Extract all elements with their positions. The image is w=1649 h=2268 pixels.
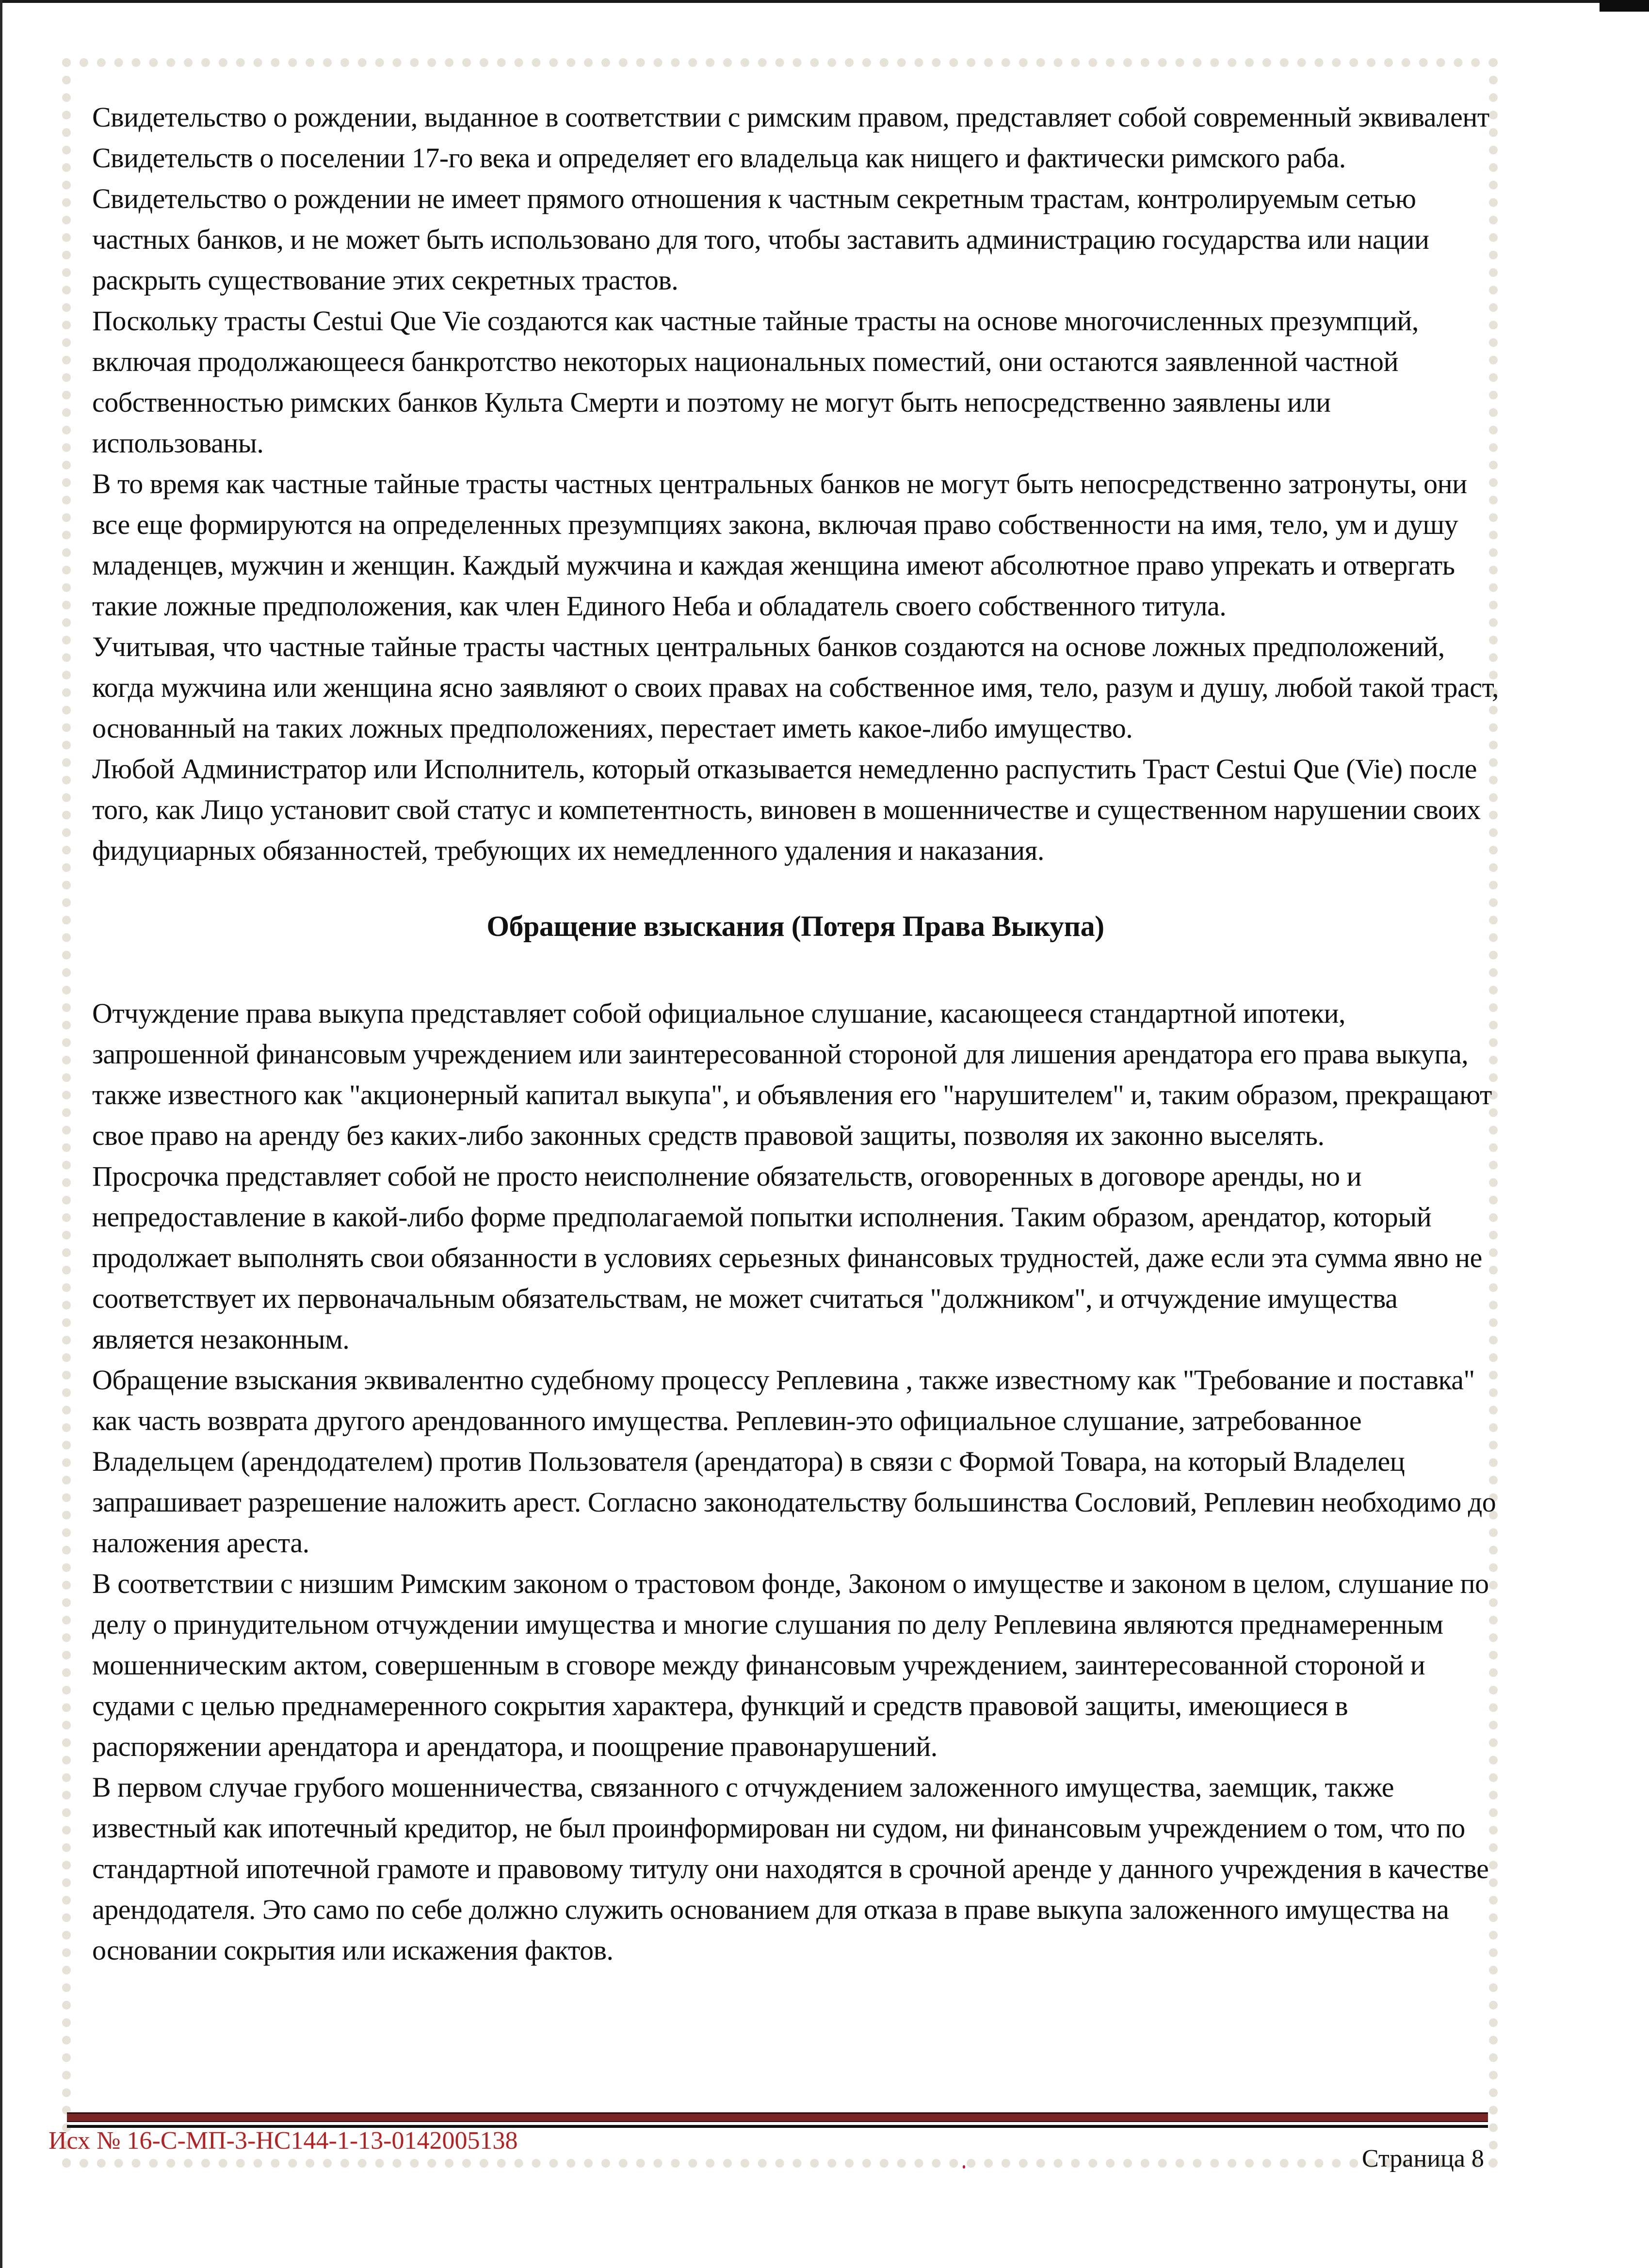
- scan-edge-top: [0, 0, 1649, 3]
- paragraph-cestui-que-vie: Поскольку трасты Cestui Que Vie создаются как частные тайные трасты на основе многочисленных презумпций, включая продолжающееся банкротство некоторых национальных поместий, они остаются заявленной частной собственностью римских банков Культа Смерти и поэтому не могут быть непосредственно заявлены или использованы.: [92, 305, 1419, 459]
- paragraph-roman-law: В соответствии с низшим Римским законом о трастовом фонде, Законом о имуществе и законом в целом, слушание по делу о принудительном отчуждении имущества и многие слушания по делу Реплевина являются преднамеренным мошенническим актом, совершенным в сговоре между финансовым учреждением, заинтересованной стороной и судами с целью преднамеренного сокрытия характера, функций и средств правовой защиты, имеющиеся в распоряжении арендатора и арендатора, и поощрение правонарушений.: [92, 1568, 1489, 1762]
- paragraph-default: Просрочка представляет собой не просто неисполнение обязательств, оговоренных в договоре аренды, но и непредоставление в какой-либо форме предполагаемой попытки исполнения. Таким образом, арендатор, который продолжает выполнять свои обязанности в условиях серьезных финансовых трудностей, даже если эта сумма явно не соответствует их первоначальным обязательствам, не может считаться "должником", и отчуждение имущества является незаконным.: [92, 1160, 1482, 1355]
- footer-reference-number: Исх № 16-С-МП-3-НС144-1-13-0142005138: [48, 2127, 518, 2155]
- paragraph-foreclosure: Отчуждение права выкупа представляет собой официальное слушание, касающееся стандартной ипотеки, запрошенной финансовым учреждением или заинтересованной стороной для лишения арендатора его права выкупа, также известного как "акционерный капитал выкупа", и объявления его "нарушителем" и, таким образом, прекращают свое право на аренду без каких-либо законных средств правовой защиты, позволяя их законно выселять.: [92, 997, 1492, 1151]
- scan-edge-corner: [1600, 0, 1649, 12]
- paragraph-replevin: Обращение взыскания эквивалентно судебному процессу Реплевина , также известному как "Требование и поставка" как часть возврата другого арендованного имущества. Реплевин-это официальное слушание, затребованное Владельцем (арендодателем) против Пользователя (арендатора) в связи с Формой Товара, на который Владелец запрашивает разрешение наложить арест. Согласно законодательству большинства Сословий, Реплевин необходимо до наложения ареста.: [92, 1364, 1496, 1559]
- section-title: Обращение взыскания (Потеря Права Выкупа): [486, 910, 1104, 942]
- document-body: [92, 97, 1499, 1971]
- paragraph-first-fraud: В первом случае грубого мошенничества, связанного с отчуждением заложенного имущества, заемщик, также известный как ипотечный кредитор, не был проинформирован ни судом, ни финансовым учреждением о том, что по стандартной ипотечной грамоте и правовому титулу они находятся в срочной аренде у данного учреждения в качестве арендодателя. Это само по себе должно служить основанием для отказа в праве выкупа заложенного имущества на основании сокрытия или искажения фактов.: [92, 1771, 1489, 1966]
- ink-speck: [963, 2165, 965, 2169]
- footer-divider-band: [67, 2112, 1488, 2122]
- scan-edge-left: [0, 0, 2, 2268]
- paragraph-administrator: Любой Администратор или Исполнитель, который отказывается немедленно распустить Траст Cestui Que (Vie) после того, как Лицо установит свой статус и компетентность, виновен в мошенничестве и существенном нарушении своих фидуциарных обязанностей, требующих их немедленного удаления и наказания.: [92, 753, 1481, 866]
- paragraph-false-assumptions: Учитывая, что частные тайные трасты частных центральных банков создаются на основе ложных предположений, когда мужчина или женщина ясно заявляют о своих правах на собственное имя, тело, разум и душу, любой такой траст, основанный на таких ложных предположениях, перестает иметь какое-либо имущество.: [92, 631, 1499, 744]
- paragraph-private-trusts: В то время как частные тайные трасты частных центральных банков не могут быть непосредственно затронуты, они все еще формируются на определенных презумпциях закона, включая право собственности на имя, тело, ум и душу младенцев, мужчин и женщин. Каждый мужчина и каждая женщина имеют абсолютное право упрекать и отвергать такие ложные предположения, как член Единого Неба и обладатель своего собственного титула.: [92, 468, 1467, 622]
- footer-page-number: Страница 8: [1361, 2145, 1484, 2172]
- paragraph-birth-certificate: Свидетельство о рождении, выданное в соответствии с римским правом, представляет собой современный эквивалент Свидетельств о поселении 17-го века и определяет его владельца как нищего и фактически римского раба. Свидетельство о рождении не имеет прямого отношения к частным секретным трастам, контролируемым сетью частных банков, и не может быть использовано для того, чтобы заставить администрацию государства или нации раскрыть существование этих секретных трастов.: [92, 101, 1489, 296]
